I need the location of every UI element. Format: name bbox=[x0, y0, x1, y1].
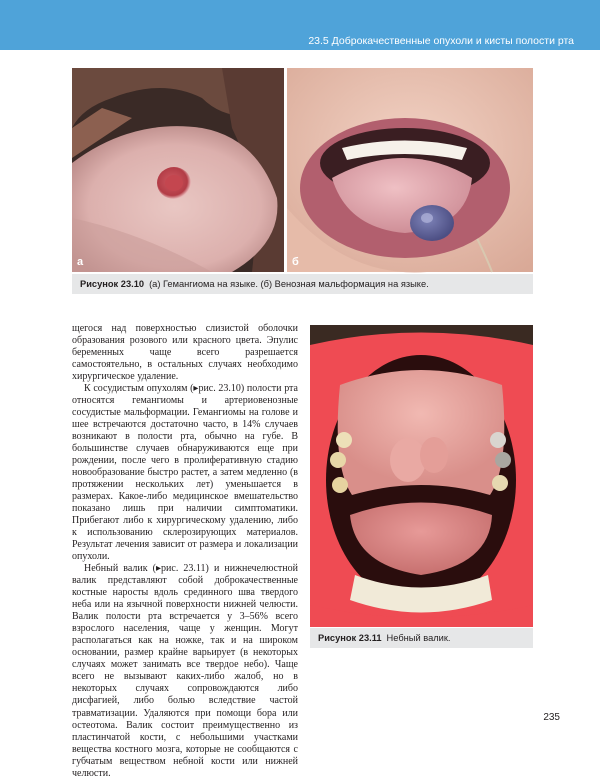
body-paragraph: щегося над поверхностью слизистой оболочки образования розового или красного цвета. Эпулис беременных чаще всего разрешается самостоятельно, в остальных случаях необходимо хирургическое удаление. bbox=[72, 323, 298, 383]
body-text-column bbox=[72, 323, 298, 780]
figure-23-11-caption-label: Рисунок 23.11 bbox=[318, 633, 382, 643]
figure-23-10-photo-b bbox=[287, 68, 533, 272]
figure-23-11-caption-text: Небный валик. bbox=[386, 633, 451, 643]
panel-letter-b: б bbox=[292, 256, 299, 268]
figure-23-11-caption bbox=[310, 628, 533, 648]
page-number: 235 bbox=[543, 712, 560, 723]
figure-23-10-caption-label: Рисунок 23.10 bbox=[80, 279, 145, 289]
figure-23-10-photo-a bbox=[72, 68, 284, 272]
body-paragraph: К сосудистым опухолям (▸рис. 23.10) полости рта относятся гемангиомы и артериовенозные сосудистые мальформации. Гемангиомы на голове и шее встречаются достаточно часто, в 14% случаев возникают в полости рта, обычно на губе. В большинстве случаев обнаруживаются еще при рождении, после чего в пролиферативную стадию новообразование быстро растет, а затем медленно (в протяжении нескольких лет) уменьшается в размерах. Какое-либо медицинское вмешательство показано лишь при наличии симптоматики. Прибегают либо к хирургическому удалению, либо к использованию склерозирующих материалов. Результат лечения зависит от размера и локализации опухоли. bbox=[72, 383, 298, 563]
panel-letter-a: а bbox=[77, 256, 84, 268]
figure-23-10-caption bbox=[72, 274, 533, 294]
figure-23-10-caption-text: (а) Гемангиома на языке. (б) Венозная мальформация на языке. bbox=[149, 279, 429, 289]
body-paragraph: Небный валик (▸рис. 23.11) и нижнечелюстной валик представляют собой доброкачественные костные наросты вдоль срединного шва твердого неба или на язычной поверхности нижней челюсти. Валик полости рта встречается у 3–56% всего взрослого населения, чаще у женщин. Могут располагаться как на ножке, так и на широком основании, размер крайне варьирует (в некоторых случаях может занимать все твердое небо). Чаще всего не вызывают каких-либо жалоб, но в некоторых случаях сопровождаются либо дисфагией, либо болью вследствие частой травматизации. Удаляются при помощи бора или остеотома. Валик состоит преимущественно из пластинчатой кости, с небольшими участками вещества костного мозга, которые не сообщаются с губчатым веществом небной кости или нижней челюсти. bbox=[72, 563, 298, 779]
running-header-title: 23.5 Доброкачественные опухоли и кисты полости рта bbox=[308, 35, 574, 47]
header-bar bbox=[0, 0, 600, 50]
figure-23-11-photo bbox=[310, 325, 533, 627]
